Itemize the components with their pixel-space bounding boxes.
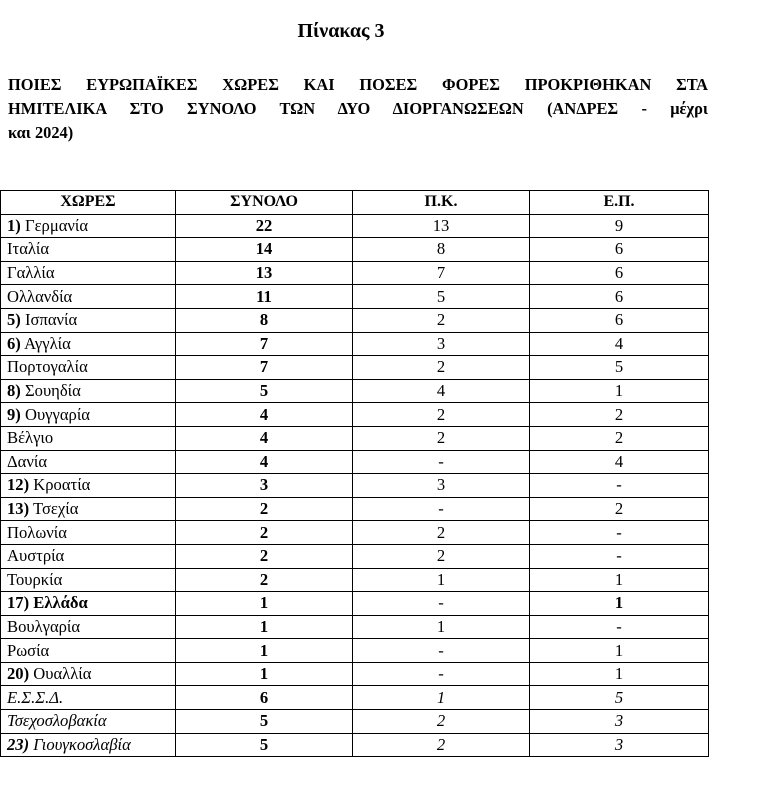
pk-cell: - [353,450,530,474]
table-row [1,356,709,380]
table-row [1,450,709,474]
total-cell: 4 [176,403,353,427]
table-row [1,261,709,285]
table-row [1,639,709,663]
country-name: Δανία [7,451,48,471]
country-name: Βέλγιο [7,428,54,448]
pk-cell: 13 [353,214,530,238]
total-cell: 5 [176,710,353,734]
country-cell [1,733,176,757]
total-cell: 22 [176,214,353,238]
country-cell [1,615,176,639]
country-cell [1,356,176,380]
ep-cell: 3 [530,733,709,757]
total-cell: 4 [176,450,353,474]
total-cell: 7 [176,356,353,380]
table-row [1,379,709,403]
table-row [1,710,709,734]
country-cell [1,450,176,474]
rank-label: 12) [7,475,30,495]
rank-label: 17) [7,593,30,613]
ep-cell: 2 [530,403,709,427]
pk-cell: - [353,639,530,663]
total-cell: 1 [176,662,353,686]
pk-cell: 1 [353,568,530,592]
country-name: Βουλγαρία [7,616,81,636]
country-name: Γιουγκοσλαβία [33,734,131,754]
country-cell [1,521,176,545]
table-row [1,308,709,332]
table-row [1,285,709,309]
table-heading [8,73,708,145]
ep-cell: 6 [530,285,709,309]
rank-label: 6) [7,333,21,353]
pk-cell: - [353,497,530,521]
country-name: Ε.Σ.Σ.Δ. [7,687,64,707]
total-cell: 1 [176,592,353,616]
total-cell: 5 [176,379,353,403]
ep-cell: 1 [530,568,709,592]
total-cell: 2 [176,521,353,545]
country-cell [1,474,176,498]
rank-label: 8) [7,381,21,401]
total-cell: 5 [176,733,353,757]
pk-cell: 2 [353,544,530,568]
pk-cell: 8 [353,238,530,262]
pk-cell: - [353,662,530,686]
total-cell: 4 [176,426,353,450]
total-cell: 13 [176,261,353,285]
table-body [1,214,709,757]
country-cell [1,639,176,663]
total-cell: 14 [176,238,353,262]
ep-cell: 4 [530,332,709,356]
country-cell [1,379,176,403]
country-name: Πολωνία [7,522,67,542]
pk-cell: 2 [353,426,530,450]
table-row [1,686,709,710]
country-name: Ιταλία [7,239,50,259]
table-row [1,238,709,262]
country-cell [1,568,176,592]
ep-cell: 6 [530,238,709,262]
country-cell [1,592,176,616]
country-cell [1,710,176,734]
pk-cell: 3 [353,332,530,356]
total-cell: 8 [176,308,353,332]
total-cell: 2 [176,568,353,592]
ep-cell: 1 [530,639,709,663]
table-row [1,474,709,498]
country-name: Γαλλία [7,263,55,283]
pk-cell: 1 [353,686,530,710]
pk-cell: 2 [353,308,530,332]
table-row [1,592,709,616]
table-row [1,544,709,568]
ep-cell: 1 [530,662,709,686]
semifinals-table [0,190,709,757]
ep-cell: 1 [530,592,709,616]
country-name: Κροατία [33,475,91,495]
header-country: ΧΩΡΕΣ [1,191,176,215]
country-name: Τουρκία [7,569,63,589]
country-name: Γερμανία [24,215,89,235]
ep-cell: 5 [530,686,709,710]
country-cell [1,285,176,309]
ep-cell: - [530,474,709,498]
rank-label: 20) [7,664,30,684]
heading-line-2: ΗΜΙΤΕΛΙΚΑ ΣΤΟ ΣΥΝΟΛΟ ΤΩΝ ΔΥΟ ΔΙΟΡΓΑΝΩΣΕΩΝ (ΑΝΔΡΕΣ - μέχρι [8,99,708,118]
pk-cell: 5 [353,285,530,309]
table-row [1,403,709,427]
header-pk: Π.Κ. [353,191,530,215]
ep-cell: 6 [530,308,709,332]
ep-cell: 6 [530,261,709,285]
pk-cell: 2 [353,710,530,734]
ep-cell: 1 [530,379,709,403]
total-cell: 1 [176,615,353,639]
table-row [1,662,709,686]
heading-line-3: και 2024) [8,123,74,142]
country-name: Σουηδία [24,381,81,401]
rank-label: 1) [7,215,21,235]
country-name: Πορτογαλία [7,357,88,377]
country-name: Ουγγαρία [24,404,90,424]
country-name: Τσεχοσλοβακία [7,711,107,731]
pk-cell: 2 [353,403,530,427]
header-ep: Ε.Π. [530,191,709,215]
rank-label: 13) [7,499,30,519]
ep-cell: 9 [530,214,709,238]
rank-label: 23) [7,734,30,754]
ep-cell: 3 [530,710,709,734]
country-cell [1,662,176,686]
page-title: Πίνακας 3 [297,20,385,42]
country-name: Τσεχία [32,499,79,519]
total-cell: 2 [176,497,353,521]
table-row [1,521,709,545]
country-cell [1,497,176,521]
country-cell [1,544,176,568]
table-row [1,733,709,757]
table-header-row [1,191,709,215]
country-name: Αγγλία [24,333,71,353]
total-cell: 7 [176,332,353,356]
table-row [1,497,709,521]
pk-cell: 2 [353,521,530,545]
total-cell: 1 [176,639,353,663]
table-row [1,214,709,238]
pk-cell: 2 [353,356,530,380]
rank-label: 9) [7,404,21,424]
country-cell [1,332,176,356]
header-total: ΣΥΝΟΛΟ [176,191,353,215]
table-row [1,332,709,356]
country-cell [1,214,176,238]
ep-cell: - [530,615,709,639]
country-cell [1,426,176,450]
pk-cell: 7 [353,261,530,285]
ep-cell: - [530,544,709,568]
ep-cell: - [530,521,709,545]
table-row [1,615,709,639]
ep-cell: 4 [530,450,709,474]
ep-cell: 2 [530,426,709,450]
country-cell [1,403,176,427]
table-row [1,568,709,592]
total-cell: 3 [176,474,353,498]
country-name: Ρωσία [7,640,50,660]
country-name: Ολλανδία [7,286,73,306]
country-cell [1,686,176,710]
country-cell [1,308,176,332]
pk-cell: - [353,592,530,616]
pk-cell: 3 [353,474,530,498]
ep-cell: 2 [530,497,709,521]
country-cell [1,238,176,262]
ep-cell: 5 [530,356,709,380]
table-row [1,426,709,450]
total-cell: 6 [176,686,353,710]
pk-cell: 4 [353,379,530,403]
total-cell: 11 [176,285,353,309]
total-cell: 2 [176,544,353,568]
country-name: Ουαλλία [33,664,92,684]
heading-line-1: ΠΟΙΕΣ ΕΥΡΩΠΑΪΚΕΣ ΧΩΡΕΣ ΚΑΙ ΠΟΣΕΣ ΦΟΡΕΣ ΠΡΟΚΡΙΘΗΚΑΝ ΣΤΑ [8,75,708,94]
rank-label: 5) [7,310,21,330]
country-cell [1,261,176,285]
country-name: Ελλάδα [33,593,88,613]
country-name: Αυστρία [7,546,65,566]
pk-cell: 2 [353,733,530,757]
pk-cell: 1 [353,615,530,639]
country-name: Ισπανία [24,310,78,330]
